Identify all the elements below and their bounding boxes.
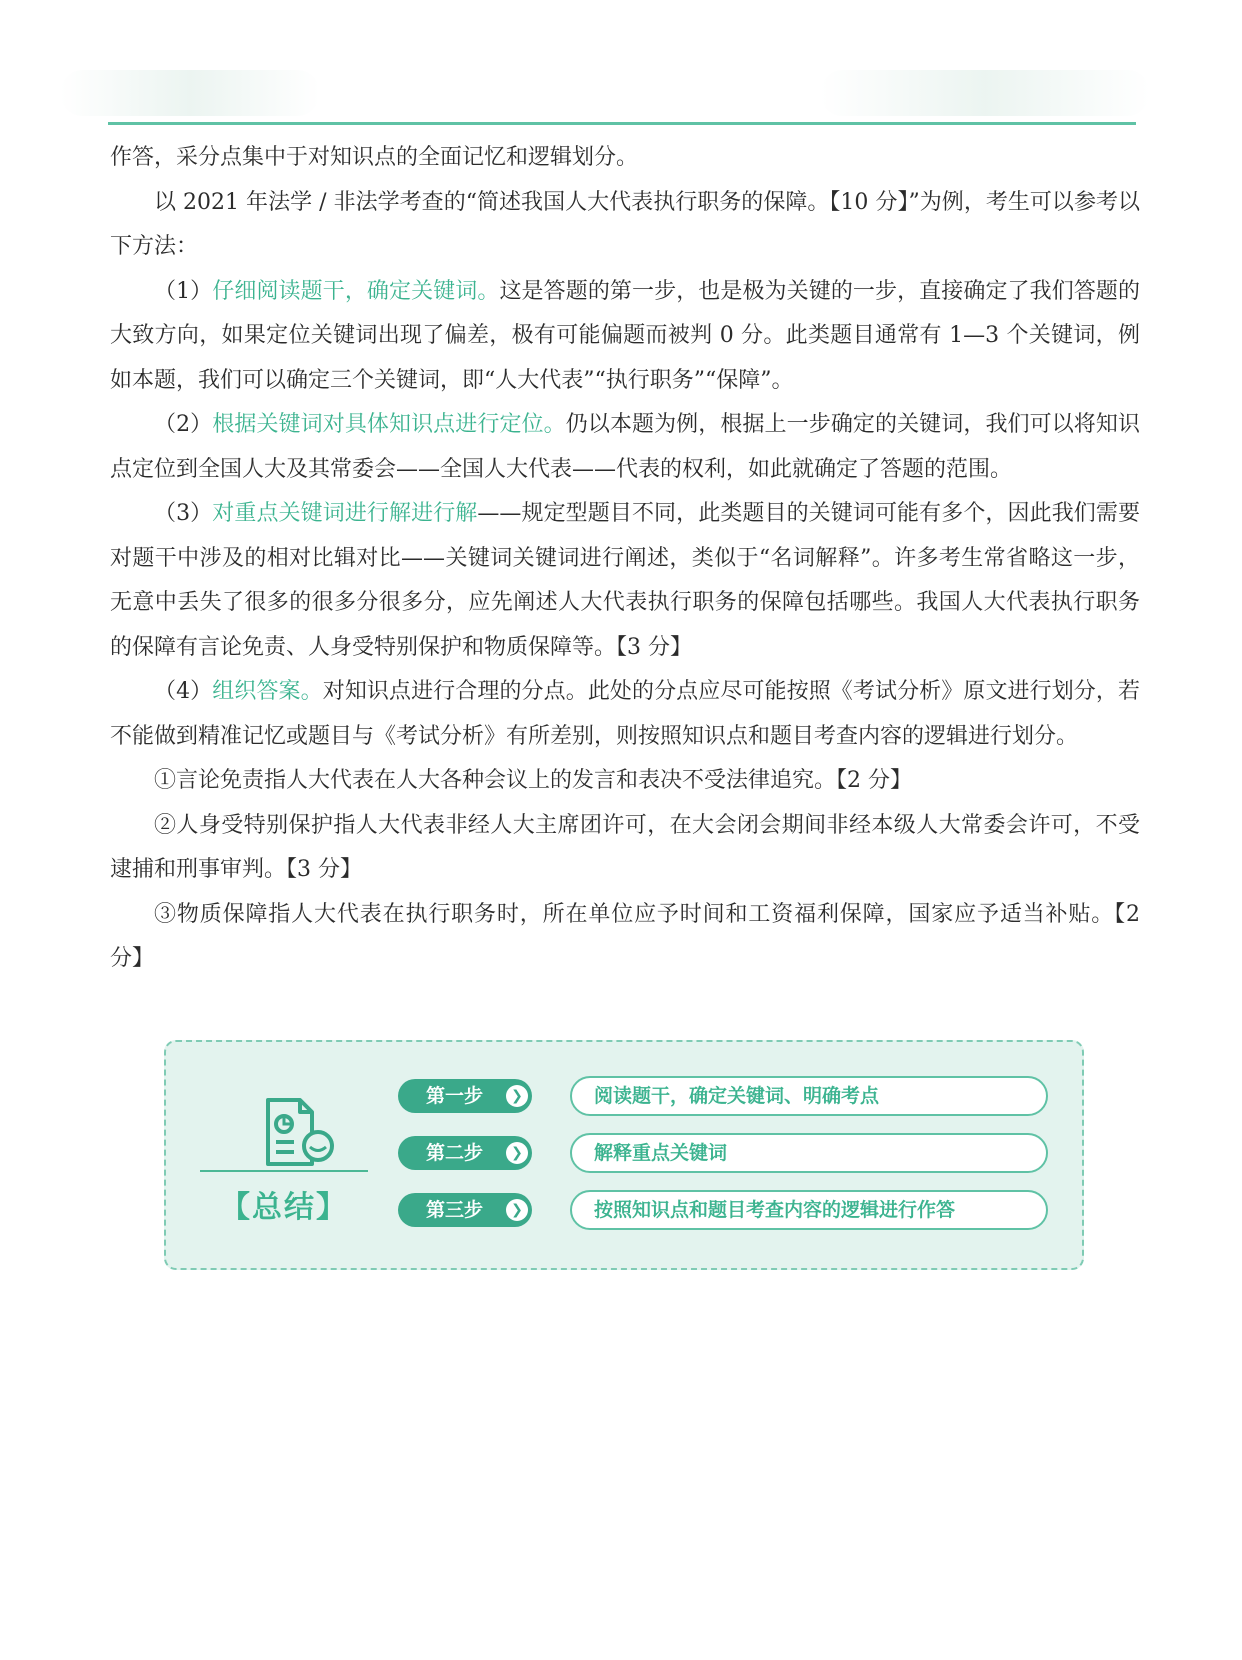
- step-highlight: 根据关键词对具体知识点进行定位。: [212, 412, 566, 437]
- chevron-right-icon: ❯: [506, 1199, 528, 1221]
- summary-step-2: [398, 1133, 1048, 1173]
- step-description: 按照知识点和题目考查内容的逻辑进行作答: [570, 1190, 1048, 1230]
- step-number: （4）: [154, 679, 213, 704]
- step-label: 第二步: [426, 1142, 484, 1164]
- step-highlight: 组织答案。: [212, 679, 323, 704]
- step-description: 解释重点关键词: [570, 1133, 1048, 1173]
- step-badge: [398, 1136, 532, 1170]
- chevron-right-icon: ❯: [506, 1142, 528, 1164]
- paragraph-step-3: [110, 492, 1140, 670]
- summary-step-1: [398, 1076, 1048, 1116]
- step-badge: [398, 1193, 532, 1227]
- step-text: 这是答题的第一步，也是极为关键的一步，直接确定了我们答题的大致方向，如果定位关键词出现了偏差，极有可能偏题而被判 0 分。此类题目通常有 1—3 个关键词，例如本题，我们可以确定三个关键词，即“人大代表”“执行职务”“保障”。: [110, 278, 1140, 393]
- summary-step-3: [398, 1190, 1048, 1230]
- paragraph-intro: 作答，采分点集中于对知识点的全面记忆和逻辑划分。: [110, 145, 639, 170]
- step-label: 第三步: [426, 1199, 484, 1221]
- header-smudge-left: [60, 70, 320, 116]
- header-smudge-right: [820, 70, 1150, 116]
- header-rule: [108, 122, 1136, 125]
- step-number: （3）: [154, 501, 213, 526]
- answer-item-1: ①言论免责指人大代表在人大各种会议上的发言和表决不受法律追究。【2 分】: [154, 768, 912, 793]
- step-badge: [398, 1079, 532, 1113]
- article-body: [110, 136, 1140, 982]
- step-description: 阅读题干，确定关键词、明确考点: [570, 1076, 1048, 1116]
- answer-item-2: ②人身受特别保护指人大代表非经人大主席团许可，在大会闭会期间非经本级人大常委会许可，不受逮捕和刑事审判。【3 分】: [110, 812, 1140, 882]
- answer-item-3: ③物质保障指人大代表在执行职务时，所在单位应予时间和工资福利保障，国家应予适当补贴。【2 分】: [110, 901, 1140, 971]
- step-highlight: 仔细阅读题干，确定关键词。: [212, 278, 500, 304]
- step-number: （1）: [154, 278, 213, 304]
- paragraph-step-2: [110, 403, 1140, 492]
- document-chart-icon: [258, 1094, 338, 1174]
- chevron-right-icon: ❯: [506, 1085, 528, 1107]
- summary-title: 【总结】: [220, 1190, 348, 1225]
- step-label: 第一步: [426, 1085, 484, 1107]
- paragraph-example: 以 2021 年法学 / 非法学考查的“简述我国人大代表执行职务的保障。【10 分】”为例，考生可以参考以下方法：: [110, 189, 1140, 259]
- step-highlight: 对重点关键词进行解进行解: [212, 501, 478, 526]
- step-text: ——规定型题目不同，此类题目的关键词可能有多个，因此我们需要对题干中涉及的相对比辑对比——关键词关键词进行阐述，类似于“名词解释”。许多考生常省略这一步，无意中丢失了很多的很多分很多分，应先阐述人大代表执行职务的保障包括哪些。我国人大代表执行职务的保障有言论免责、人身受特别保护和物质保障等。【3 分】: [110, 501, 1140, 660]
- summary-divider: [200, 1170, 368, 1172]
- paragraph-step-4: [110, 670, 1140, 759]
- step-text: 仍以本题为例，根据上一步确定的关键词，我们可以将知识点定位到全国人大及其常委会——全国人大代表——代表的权利，如此就确定了答题的范围。: [110, 412, 1140, 482]
- step-number: （2）: [154, 412, 213, 437]
- paragraph-step-1: [110, 270, 1140, 404]
- step-text: 对知识点进行合理的分点。此处的分点应尽可能按照《考试分析》原文进行划分，若不能做到精准记忆或题目与《考试分析》有所差别，则按照知识点和题目考查内容的逻辑进行划分。: [110, 679, 1140, 749]
- summary-panel: [164, 1040, 1084, 1270]
